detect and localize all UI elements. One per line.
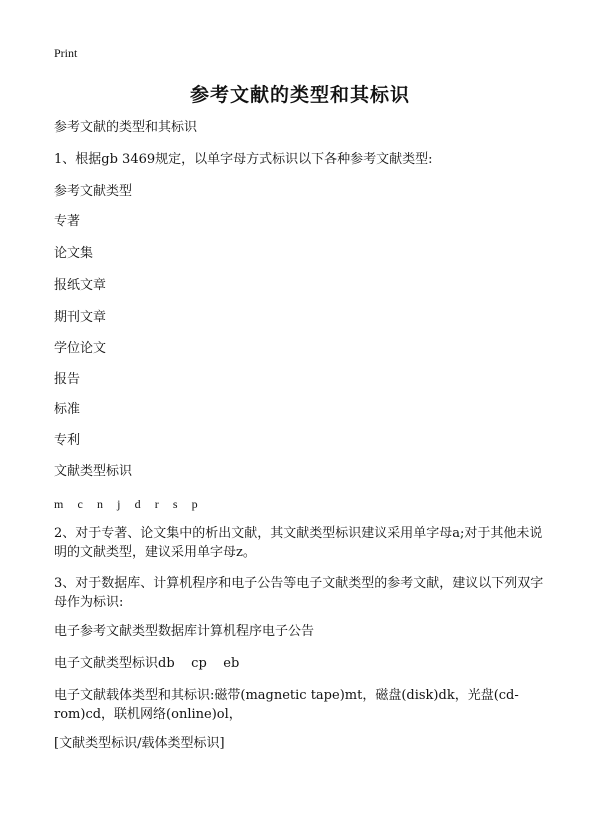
type-code: s <box>172 497 178 511</box>
type-code: d <box>134 497 141 511</box>
type-item: 论文集 <box>54 246 94 261</box>
print-label[interactable]: Print <box>54 46 78 60</box>
type-item: 期刊文章 <box>54 310 107 325</box>
carrier-types-line: 电子文献载体类型和其标识:磁带(magnetic tape)mt，磁盘(disk)dk，光盘(cd-rom)cd，联机网络(online)ol， <box>54 688 519 722</box>
type-item: 学位论文 <box>54 341 107 356</box>
type-codes-row <box>54 495 554 514</box>
format-line: [文献类型标识/载体类型标识] <box>54 736 225 751</box>
type-code: m <box>54 497 64 511</box>
item-1-intro: 1、根据gb 3469规定，以单字母方式标识以下各种参考文献类型: <box>54 152 433 167</box>
item-2: 2、对于专著、论文集中的析出文献，其文献类型标识建议采用单字母a;对于其他未说明的文献类型，建议采用单字母z。 <box>54 526 543 560</box>
types-heading: 参考文献类型 <box>54 184 133 199</box>
type-item: 专利 <box>54 433 81 448</box>
codes-heading: 文献类型标识 <box>54 464 133 479</box>
type-code: n <box>96 497 103 511</box>
type-code: j <box>117 497 121 511</box>
type-item: 专著 <box>54 214 81 229</box>
document-title: 参考文献的类型和其标识 <box>189 84 410 106</box>
type-item: 报告 <box>54 372 81 387</box>
type-item: 标准 <box>54 402 81 417</box>
type-code: c <box>77 497 83 511</box>
electronic-codes-line: 电子文献类型标识db cp eb <box>54 656 240 671</box>
type-item: 报纸文章 <box>54 278 107 293</box>
type-code: r <box>154 497 159 511</box>
item-3: 3、对于数据库、计算机程序和电子公告等电子文献类型的参考文献，建议以下列双字母作为标识: <box>54 576 544 610</box>
subtitle: 参考文献的类型和其标识 <box>54 120 198 135</box>
electronic-types-line: 电子参考文献类型数据库计算机程序电子公告 <box>54 624 315 639</box>
type-code: p <box>191 497 198 511</box>
